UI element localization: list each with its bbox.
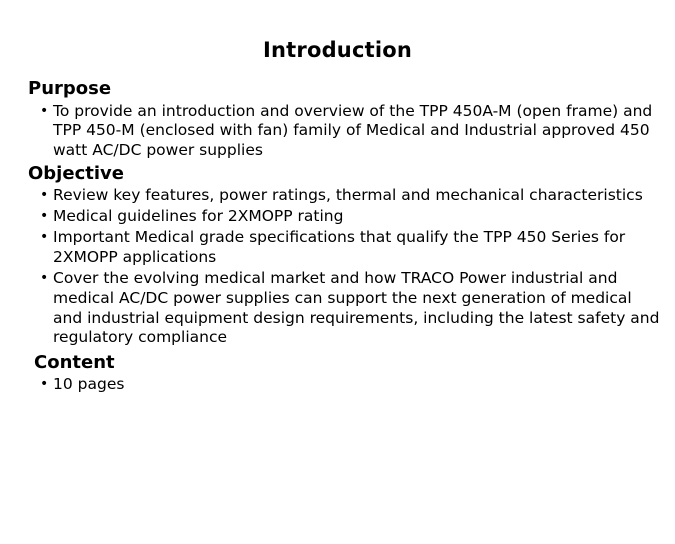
list-item: • Review key features, power ratings, thermal and mechanical characteristics: [40, 186, 661, 206]
section-objective: [28, 163, 661, 348]
bullet-list-purpose: [28, 102, 661, 161]
list-item: • 10 pages: [40, 375, 661, 395]
list-item: • Important Medical grade specifications that qualify the TPP 450 Series for 2XMOPP applications: [40, 228, 661, 267]
section-purpose: [28, 78, 661, 161]
section-content: [28, 352, 661, 395]
section-heading-purpose: Purpose: [28, 78, 112, 99]
bullet-list-content: [28, 375, 661, 395]
section-heading-content: Content: [34, 351, 115, 373]
slide: [0, 38, 675, 544]
list-item: • Cover the evolving medical market and how TRACO Power industrial and medical AC/DC power supplies can support the next generation of medical and industrial equipment design requirements, including the latest safety and regulatory compliance: [40, 269, 661, 348]
section-heading-objective: Objective: [28, 162, 124, 184]
list-item: • To provide an introduction and overview of the TPP 450A-M (open frame) and TPP 450-M (enclosed with fan) family of Medical and Industrial approved 450 watt AC/DC power supplies: [40, 102, 661, 161]
page-title: Introduction: [262, 38, 413, 62]
list-item: • Medical guidelines for 2XMOPP rating: [40, 207, 661, 227]
bullet-list-objective: [28, 186, 661, 348]
slide-body: [0, 78, 675, 395]
